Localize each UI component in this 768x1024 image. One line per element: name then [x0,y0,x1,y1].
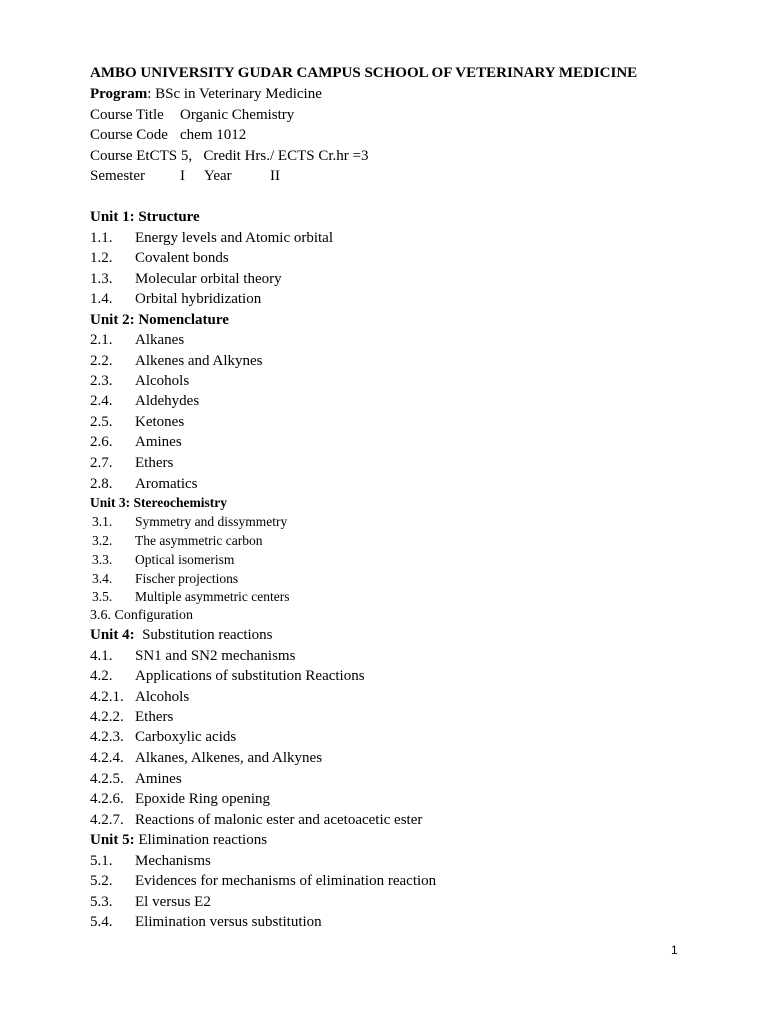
item-number: 5.4. [90,914,113,930]
list-item [90,372,189,390]
list-item [90,790,270,808]
list-item [90,893,211,911]
list-item [90,872,436,890]
year-value: II [270,168,280,184]
item-number: 4.2.2. [90,709,124,725]
item-text: SN1 and SN2 mechanisms [135,648,296,664]
program-value: : BSc in Veterinary Medicine [147,86,322,102]
item-text: Reactions of malonic ester and acetoacetic ester [135,812,423,828]
item-number: 2.8. [90,476,113,492]
item-number: 3.1. [92,514,113,529]
list-item [90,331,184,349]
item-number: 1.3. [90,271,113,287]
semester-value: I [180,168,185,184]
list-item [90,229,333,247]
item-number: 1.2. [90,250,113,266]
list-item [92,588,289,606]
item-number: 2.6. [90,434,113,450]
item-text: Evidences for mechanisms of elimination reaction [135,873,437,889]
item-number: 4.2.7. [90,812,124,828]
item-text: Aldehydes [135,393,200,409]
unit5-heading-text: Elimination reactions [134,832,268,848]
item-number: 1.4. [90,291,113,307]
list-item [90,647,295,665]
course-title-label: Course Title [90,107,164,123]
item-number: 2.3. [90,373,113,389]
item-text: Amines [135,771,182,787]
list-item [90,392,199,410]
semester-line [90,167,280,185]
item-number: 5.1. [90,853,113,869]
item-text: Applications of substitution Reactions [135,668,365,684]
list-item: 3.6. Configuration [90,608,194,623]
unit2-heading: Unit 2: Nomenclature [90,312,229,328]
item-number: 1.1. [90,230,113,246]
list-item [90,433,182,451]
item-text: Epoxide Ring opening [135,791,270,807]
list-item [90,667,365,685]
program-line [90,85,322,103]
item-text: Ethers [135,455,174,471]
course-code-line [90,126,246,144]
item-text: Covalent bonds [135,250,229,266]
course-code-label: Course Code [90,127,168,143]
item-text: Energy levels and Atomic orbital [135,230,334,246]
item-text: Orbital hybridization [135,291,262,307]
list-item [90,913,322,931]
list-item [90,770,182,788]
item-number: 2.2. [90,353,113,369]
item-number: 5.2. [90,873,113,889]
course-title-value: Organic Chemistry [180,107,295,123]
unit3-heading: Unit 3: Stereochemistry [90,495,227,510]
item-number: 4.2.5. [90,771,124,787]
item-number: 2.1. [90,332,113,348]
unit4-heading [90,626,273,644]
item-text: Amines [135,434,182,450]
item-number: 4.2. [90,668,113,684]
document-title: AMBO UNIVERSITY GUDAR CAMPUS SCHOOL OF VETERINARY MEDICINE [90,65,638,81]
list-item [90,454,173,472]
list-item [92,532,262,550]
item-text: Ketones [135,414,185,430]
item-text: El versus E2 [135,894,211,910]
list-item [90,413,184,431]
program-label: Program [90,86,148,102]
item-number: 2.4. [90,393,113,409]
list-item [90,290,261,308]
item-text: Fischer projections [135,571,239,586]
item-text: Alcohols [135,689,190,705]
unit4-heading-text: Substitution reactions [134,627,273,643]
item-text: Aromatics [135,476,198,492]
item-text: Alkanes [135,332,185,348]
item-number: 4.2.6. [90,791,124,807]
year-label: Year [204,168,232,184]
item-number: 3.3. [92,552,113,567]
item-number: 2.7. [90,455,113,471]
list-item [90,688,189,706]
item-text: Mechanisms [135,853,211,869]
unit1-heading: Unit 1: Structure [90,209,200,225]
item-text: Alkenes and Alkynes [135,353,263,369]
list-item [90,749,322,767]
item-text: Carboxylic acids [135,729,237,745]
page-number: 1 [671,943,678,957]
item-number: 3.2. [92,533,113,548]
item-text: Symmetry and dissymmetry [135,514,288,529]
list-item [90,852,211,870]
item-text: Ethers [135,709,174,725]
item-number: 4.1. [90,648,113,664]
item-number: 2.5. [90,414,113,430]
semester-label: Semester [90,168,145,184]
item-text: Alkanes, Alkenes, and Alkynes [135,750,323,766]
item-text: Molecular orbital theory [135,271,282,287]
list-item [90,811,422,829]
course-title-line [90,106,294,124]
item-number: 4.2.4. [90,750,124,766]
list-item [90,708,173,726]
unit5-heading [90,831,267,849]
list-item [90,352,262,370]
course-etcts-line: Course EtCTS 5, Credit Hrs./ ECTS Cr.hr =3 [90,148,369,164]
list-item [90,475,197,493]
unit5-heading-label: Unit 5: [90,832,135,848]
item-text: Multiple asymmetric centers [135,589,290,604]
item-text: The asymmetric carbon [135,533,263,548]
list-item [90,249,229,267]
item-number: 4.2.1. [90,689,124,705]
list-item [92,570,238,588]
unit4-heading-label: Unit 4: [90,627,135,643]
item-text: Elimination versus substitution [135,914,322,930]
item-number: 5.3. [90,894,113,910]
item-number: 4.2.3. [90,729,124,745]
list-item [92,551,234,569]
list-item [90,270,282,288]
list-item [92,513,287,531]
item-number: 3.4. [92,571,113,586]
item-text: Optical isomerism [135,552,235,567]
list-item [90,728,236,746]
item-text: Alcohols [135,373,190,389]
item-number: 3.5. [92,589,113,604]
course-code-value: chem 1012 [180,127,247,143]
